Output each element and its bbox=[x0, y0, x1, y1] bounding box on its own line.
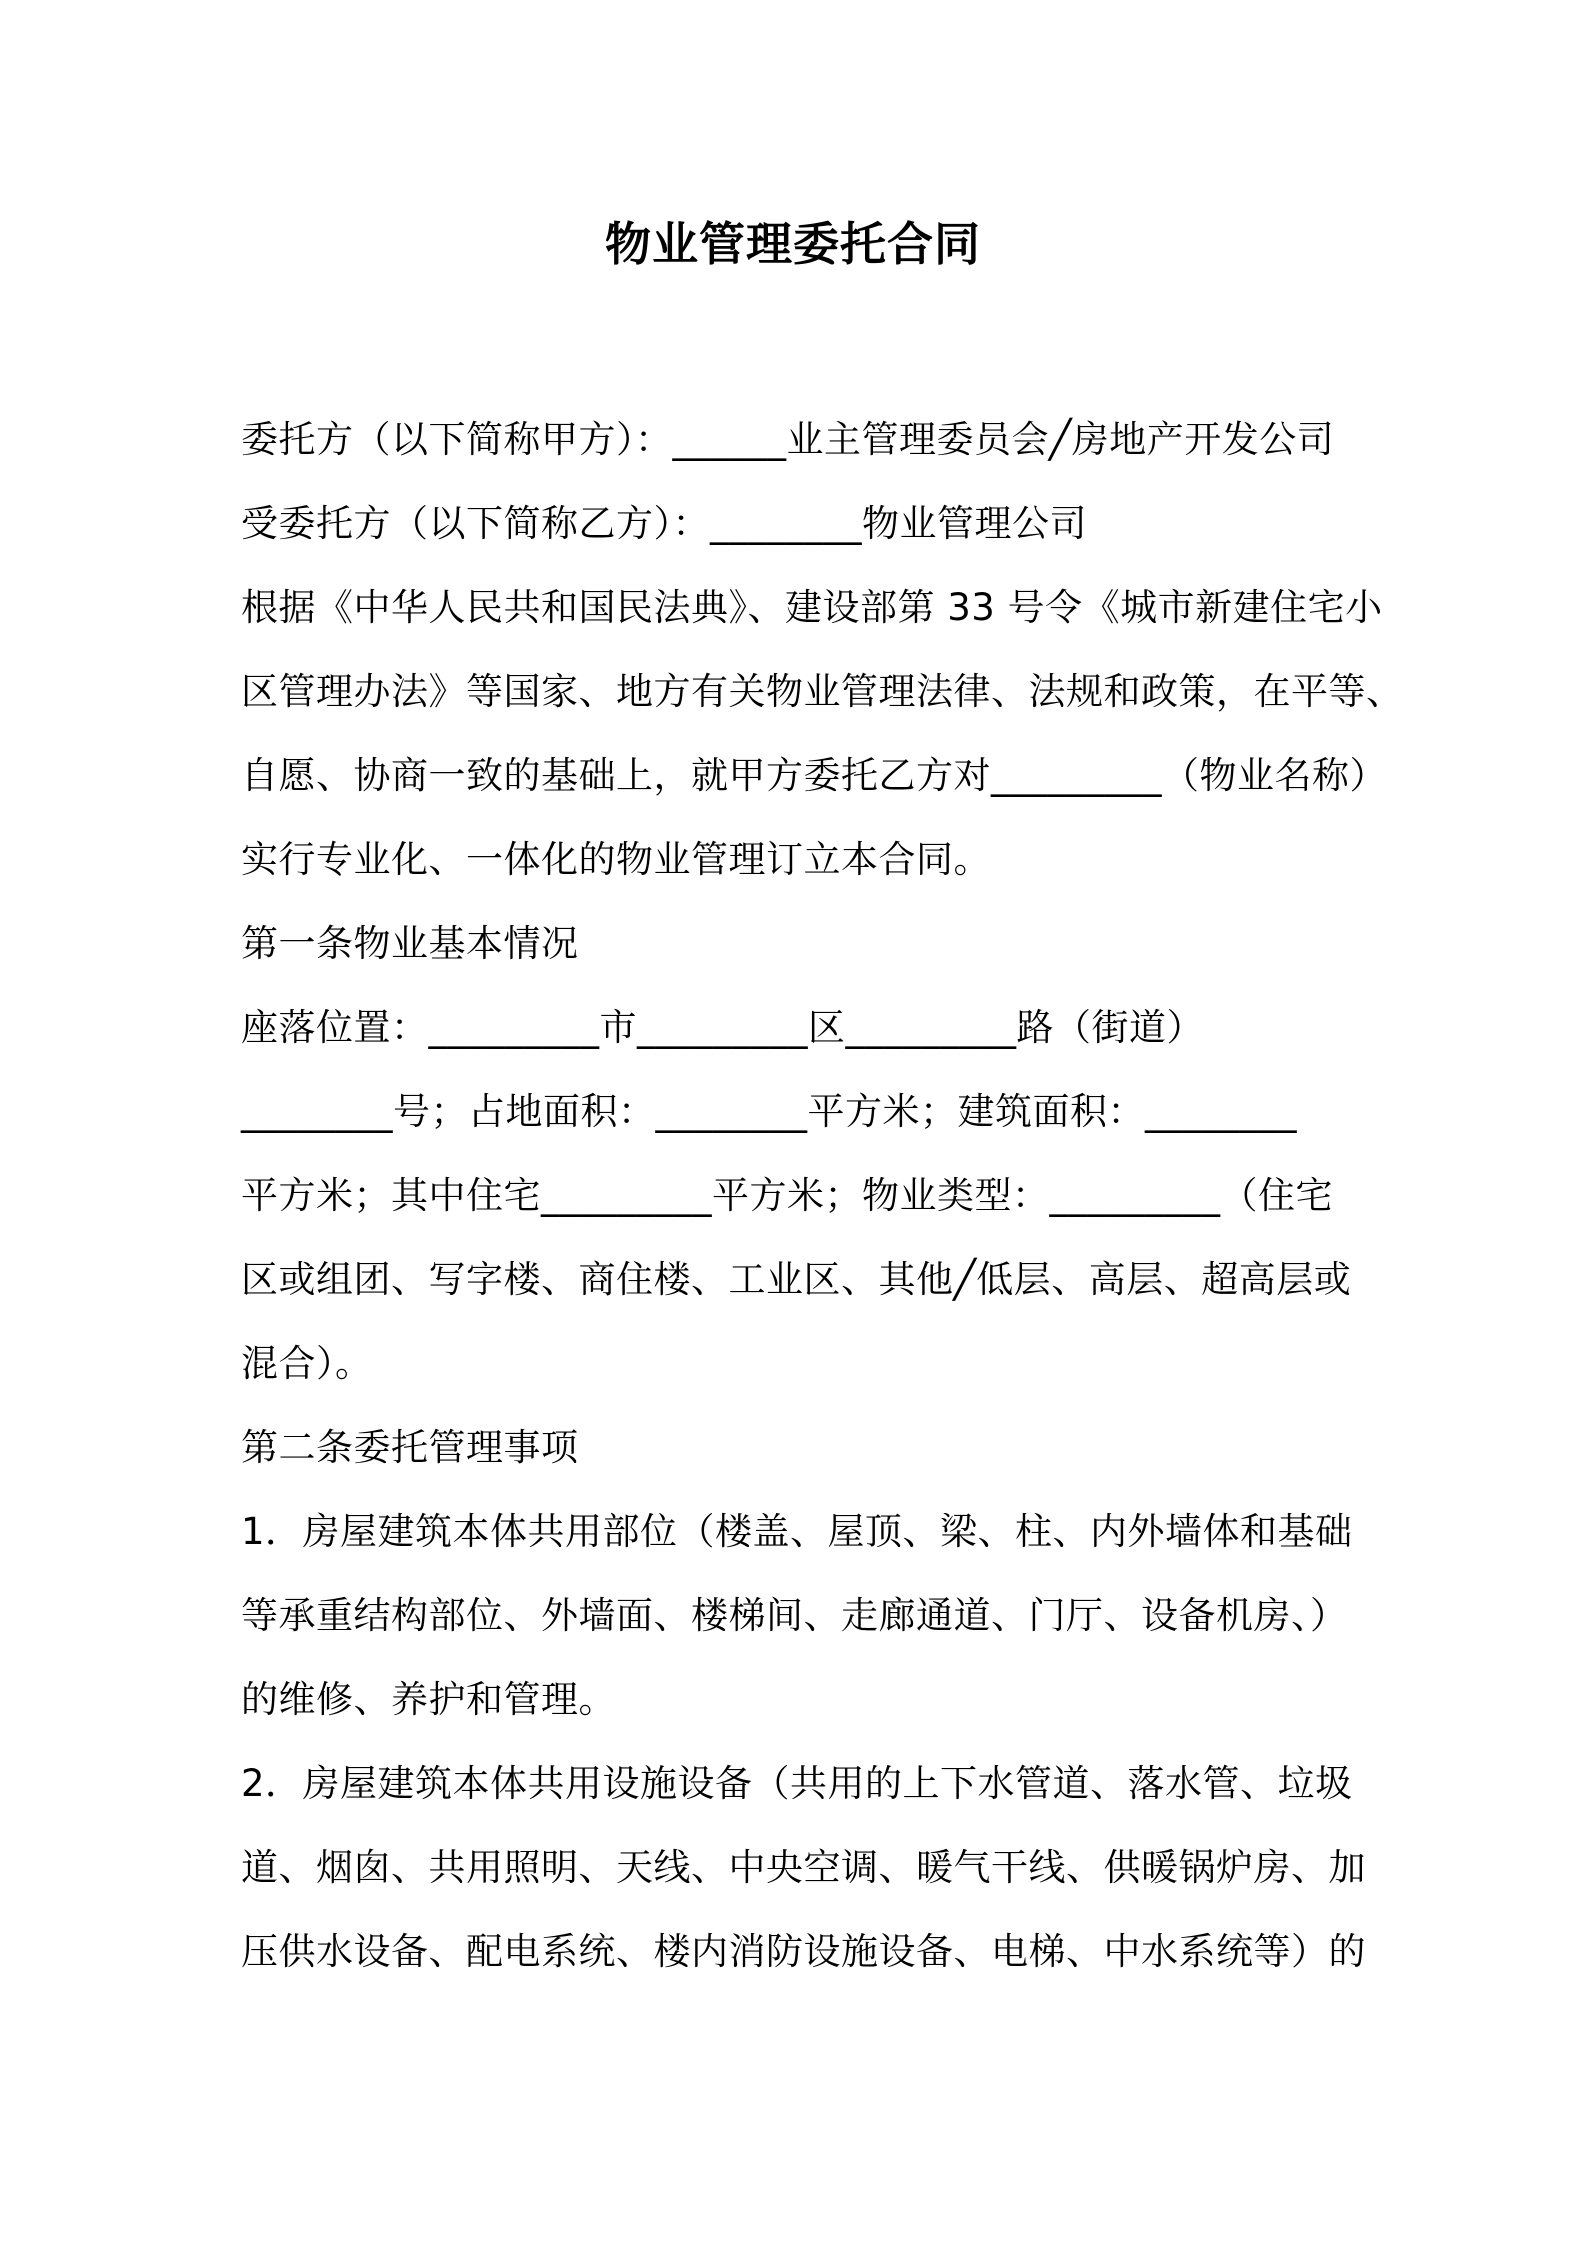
document-title: 物业管理委托合同 bbox=[605, 217, 981, 271]
article-1-heading: 第一条物业基本情况 bbox=[241, 922, 579, 965]
article-1-line: 座落位置：_________市_________区_________路（街道） bbox=[241, 1006, 1204, 1049]
article-2-heading: 第二条委托管理事项 bbox=[241, 1426, 579, 1469]
preamble-line: 区管理办法》等国家、地方有关物业管理法律、法规和政策，在平等、 bbox=[241, 670, 1404, 713]
party-b-line: 受委托方（以下简称乙方）：________物业管理公司 bbox=[241, 502, 1087, 545]
article-2-line: 等承重结构部位、外墙面、楼梯间、走廊通道、门厅、设备机房、） bbox=[241, 1594, 1348, 1637]
article-2-line: 道、烟囱、共用照明、天线、中央空调、暖气干线、供暖锅炉房、加 bbox=[241, 1846, 1366, 1889]
document-body bbox=[241, 410, 1404, 2006]
article-1-line: 平方米；其中住宅_________平方米；物业类型：_________（住宅 bbox=[241, 1174, 1333, 1217]
article-1-line: ________号；占地面积：________平方米；建筑面积：________ bbox=[241, 1090, 1297, 1133]
article-2-line: 2．房屋建筑本体共用设施设备（共用的上下水管道、落水管、垃圾 bbox=[241, 1762, 1353, 1805]
article-2-line: 1．房屋建筑本体共用部位（楼盖、屋顶、梁、柱、内外墙体和基础 bbox=[241, 1510, 1353, 1553]
party-a-line: 委托方（以下简称甲方）：______业主管理委员会╱房地产开发公司 bbox=[241, 418, 1335, 461]
preamble-line: 根据《中华人民共和国民法典》、建设部第 33 号令《城市新建住宅小 bbox=[241, 586, 1383, 629]
preamble-line: 实行专业化、一体化的物业管理订立本合同。 bbox=[241, 838, 991, 881]
preamble-line: 自愿、协商一致的基础上，就甲方委托乙方对_________（物业名称） bbox=[241, 754, 1387, 797]
article-1-line: 区或组团、写字楼、商住楼、工业区、其他╱低层、高层、超高层或 bbox=[241, 1258, 1352, 1301]
article-2-line: 压供水设备、配电系统、楼内消防设施设备、电梯、中水系统等）的 bbox=[241, 1930, 1366, 1973]
article-2-line: 的维修、养护和管理。 bbox=[241, 1678, 616, 1721]
article-1-line: 混合）。 bbox=[241, 1342, 373, 1385]
